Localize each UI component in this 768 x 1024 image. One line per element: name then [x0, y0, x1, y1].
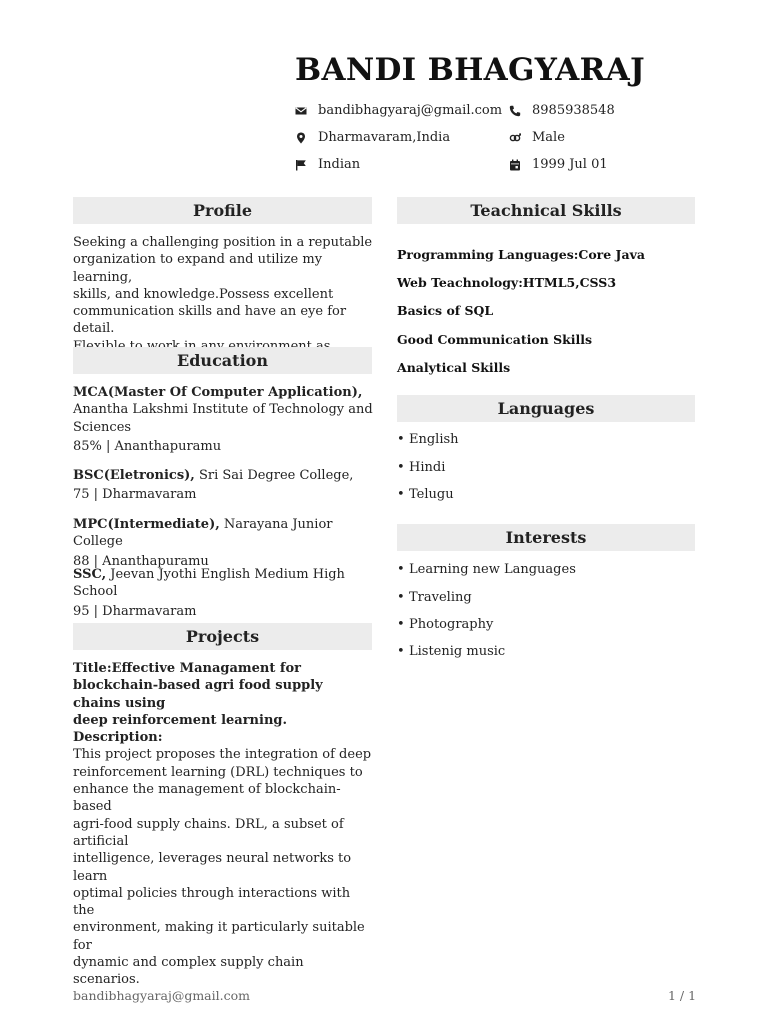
skill-item: Web Teachnology:HTML5,CSS3 [397, 275, 617, 290]
score-location: 85% | Ananthapuramu [73, 438, 222, 454]
calendar-icon [509, 159, 521, 171]
skill-item: Good Communication Skills [397, 332, 593, 347]
page-number: 1 / 1 [668, 988, 697, 1003]
education-entry-mca [73, 384, 373, 455]
contact-location [295, 130, 450, 145]
project-description: agri-food supply chains. DRL, a subset of artificial [73, 816, 344, 849]
project-description: This project proposes the integration of deep [73, 747, 372, 763]
skill-item: Analytical Skills [397, 360, 511, 375]
skill-item: Programming Languages:Core Java [397, 247, 645, 262]
contact-nationality [295, 157, 360, 172]
contact-dob [509, 157, 608, 172]
degree-name: SSC, [73, 567, 107, 582]
school-name: Jeevan Jyothi English Medium High School [73, 567, 345, 600]
flag-icon [295, 159, 307, 171]
dob-text: 1999 Jul 01 [532, 157, 608, 172]
project-title-cont: blockchain-based agri food supply chains using [73, 678, 323, 711]
score-location: 88 | Ananthapuramu [73, 553, 209, 569]
email-text: bandibhagyaraj@gmail.com [318, 103, 503, 118]
gender-icon [509, 132, 521, 144]
footer-email: bandibhagyaraj@gmail.com [73, 988, 250, 1003]
skill-item: Basics of SQL [397, 303, 494, 318]
location-text: Dharmavaram,India [318, 130, 451, 145]
interest-item: • Listenig music [397, 644, 506, 659]
project-description: dynamic and complex supply chain scenarios. [73, 955, 304, 988]
interest-item: • Photography [397, 617, 494, 632]
profile-heading: Profile [73, 197, 372, 224]
nationality-text: Indian [318, 157, 361, 172]
language-item: • Hindi [397, 460, 446, 475]
gender-text: Male [532, 130, 565, 145]
education-entry-ssc [73, 566, 373, 620]
project-description-label: Description: [73, 730, 163, 746]
school-name: Anantha Lakshmi Institute of Technology and [73, 402, 373, 418]
score-location: 95 | Dharmavaram [73, 603, 197, 619]
mail-icon [295, 105, 307, 117]
language-item: • Telugu [397, 487, 454, 502]
education-entry-bsc [73, 467, 373, 504]
project-title-cont: deep reinforcement learning. [73, 712, 288, 728]
school-name: Sri Sai Degree College, [194, 468, 354, 483]
languages-heading: Languages [397, 395, 695, 422]
profile-text: Seeking a challenging position in a reputable organization to expand and utilize my learning, skills, and knowledge.Possess excellent communication skills and have an eye for detail. [73, 235, 373, 337]
contact-phone [509, 103, 615, 118]
contact-email [295, 103, 502, 118]
phone-icon [509, 105, 521, 117]
location-pin-icon [295, 132, 307, 144]
project-description: reinforcement learning (DRL) techniques to [73, 764, 363, 780]
school-name-cont: Sciences [73, 419, 132, 435]
education-heading: Education [73, 347, 372, 374]
project-description: optimal policies through interactions with the [73, 885, 351, 919]
project-description: enhance the management of blockchain-based [73, 782, 341, 815]
score-location: 75 | Dharmavaram [73, 487, 197, 503]
degree-name: MCA(Master Of Computer Application), [73, 385, 363, 400]
language-item: • English [397, 432, 459, 447]
contact-gender [509, 130, 565, 145]
phone-text: 8985938548 [532, 103, 615, 118]
degree-name: MPC(Intermediate), [73, 517, 220, 532]
degree-name: BSC(Eletronics), [73, 468, 195, 483]
interest-item: • Traveling [397, 590, 472, 605]
skills-heading: Teachnical Skills [397, 197, 695, 224]
project-title: Title:Effective Managament for [73, 661, 302, 676]
interests-heading: Interests [397, 524, 695, 551]
school-name: Narayana Junior College [73, 517, 333, 550]
interest-item: • Learning new Languages [397, 562, 576, 577]
education-entry-mpc [73, 516, 373, 570]
project-entry [73, 660, 373, 989]
project-description: intelligence, leverages neural networks to learn [73, 851, 352, 884]
project-description: environment, making it particularly suitable for [73, 920, 365, 953]
projects-heading: Projects [73, 623, 372, 650]
candidate-name: BANDI BHAGYARAJ [295, 52, 645, 88]
